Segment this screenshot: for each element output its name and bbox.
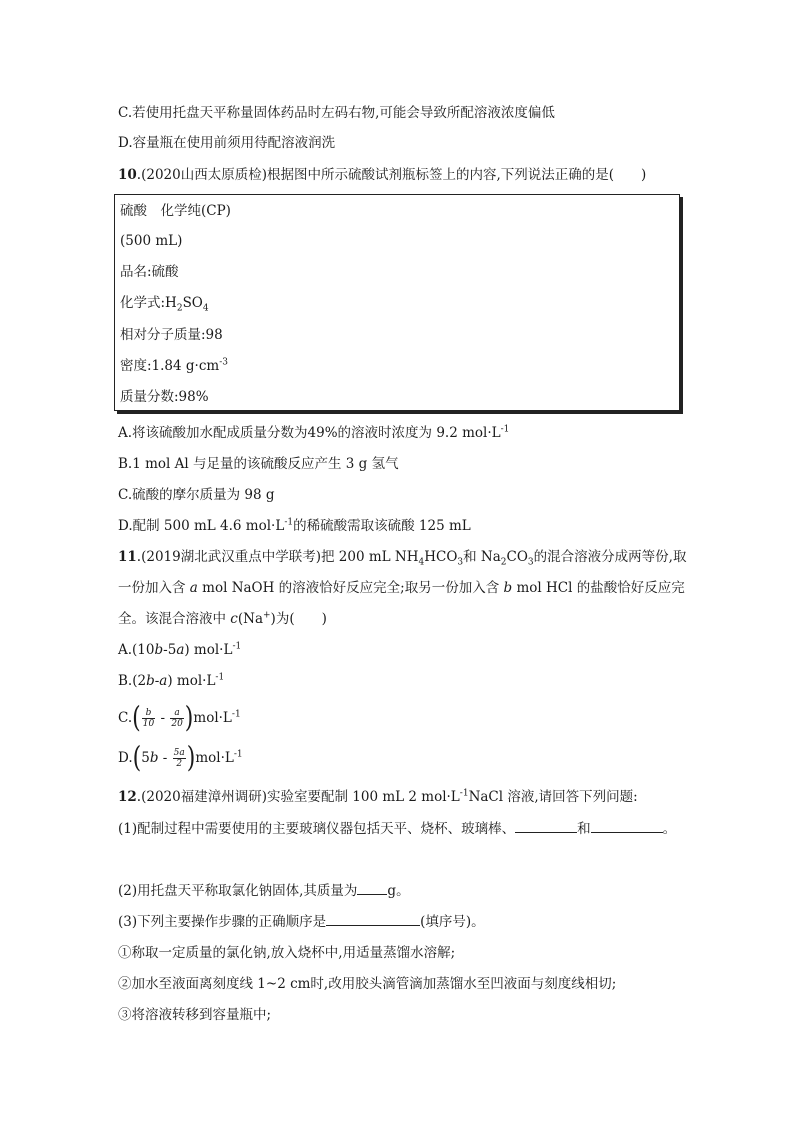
q11-oc-frac2-num: a [170,708,183,719]
q11-ob-c: - [154,673,160,689]
q11-od-unit: mol·L [195,750,234,766]
label-name: 品名:硫酸 [120,264,179,280]
label-density-pre: 密度:1.84 g·cm [120,358,220,374]
q12-part1 [118,820,676,838]
q12-p1-text: (1)配制过程中需要使用的主要玻璃仪器包括天平、烧杯、玻璃棒、 [118,821,516,837]
q11-l2a: 一份加入含 [118,580,190,596]
q11-oa-sup: -1 [232,641,242,652]
answer-blank-4[interactable] [326,913,420,926]
q12-part2 [118,882,410,900]
q11-var-b: b [503,580,513,596]
label-molar-mass: 相对分子质量:98 [120,327,223,343]
q10-option-a [118,424,509,442]
q11-ob-a: B.(2 [118,673,147,689]
q12-p2-text: (2)用托盘天平称取氯化钠固体,其质量为 [118,883,358,899]
q11-l1b: HCO [424,549,458,565]
q11-l2c: mol HCl 的盐酸恰好反应完 [512,580,685,596]
q11-option-c [118,701,241,735]
q11-l1d: CO [506,549,528,565]
q12-step-1: ①称取一定质量的氯化钠,放入烧杯中,用适量蒸馏水溶解; [118,945,456,961]
q11-oa-b: b [154,642,164,658]
q10-option-a-sup: -1 [500,424,510,435]
label-formula-sub2: 4 [202,303,209,314]
q11-l1a: .(2019湖北武汉重点中学联考)把 200 mL NH [136,549,419,565]
q11-number: 11 [118,549,137,565]
label-formula-pre: 化学式:H [120,295,177,311]
q11-oc-sup: -1 [231,709,241,720]
q11-oc-unit: mol·L [193,710,232,726]
q11-l3a: 全。该混合溶液中 [118,611,231,627]
q11-oc-minus: - [156,710,170,726]
q11-stem-line3 [118,610,327,628]
q11-oa-d: a [176,642,185,658]
q11-od-frac-num: 5a [173,748,185,758]
q9-option-d: D.容量瓶在使用前须用待配溶液润洗 [118,135,336,151]
q11-oa-e: ) mol·L [184,642,233,658]
q10-option-d [118,517,471,535]
q12-stem-sup: -1 [459,788,469,799]
q11-l1s3: 2 [500,557,507,568]
q11-option-d [118,741,243,775]
q11-option-b [118,672,224,690]
label-formula-sub1: 2 [176,303,183,314]
q11-od-rparen: ) [186,741,196,775]
q11-stem-line2 [118,579,685,597]
q11-l3c: )为( ) [270,611,327,627]
q12-part3 [118,913,485,931]
q11-l3b: (Na [237,611,263,627]
q12-p1-end: 。 [662,821,677,837]
q11-l1s4: 3 [527,557,534,568]
q11-l1e: 的混合溶液分成两等份,取 [533,549,687,565]
q12-p2-unit: g。 [387,883,410,899]
q11-oc-frac2-den: 20 [171,719,183,729]
q12-step-2: ②加水至液面离刻度线 1~2 cm时,改用胶头滴管滴加蒸馏水至凹液面与刻度线相切; [118,976,617,992]
answer-blank-3[interactable] [357,882,387,895]
q10-stem [118,166,646,184]
q11-ob-e: ) mol·L [167,673,216,689]
q10-stem-text: .(2020山西太原质检)根据图中所示硫酸试剂瓶标签上的内容,下列说法正确的是( ) [136,167,647,183]
q10-option-d-post: 的稀硫酸需取该硫酸 125 mL [293,518,471,534]
q11-oc-frac1-den: 10 [142,719,155,729]
label-formula-mid: SO [182,295,203,311]
q11-oc-frac2 [170,708,183,729]
q12-stem-b: NaCl 溶液,请回答下列问题: [468,789,638,805]
q11-od-frac-den: 2 [176,759,183,769]
q11-oc-rparen: ) [184,701,194,735]
q11-od-minus: - [158,750,172,766]
q11-var-c: c [230,611,238,627]
q11-ob-sup: -1 [215,672,225,683]
q12-number: 12 [118,789,137,805]
label-mass-fraction: 质量分数:98% [120,389,209,405]
label-formula [120,294,209,312]
q12-step-3: ③将溶液转移到容量瓶中; [118,1007,272,1023]
q11-oa-c: -5 [163,642,177,658]
q10-number: 10 [118,167,137,183]
answer-blank-2[interactable] [591,820,663,833]
q11-od-frac [173,748,186,769]
q9-option-c: C.若使用托盘天平称量固体药品时左码右物,可能会导致所配溶液浓度偏低 [118,105,555,121]
q10-option-b: B.1 mol Al 与足量的该硫酸反应产生 3 g 氢气 [118,456,399,472]
q10-option-d-sup: -1 [284,517,294,528]
q11-od-lparen: ( [132,741,142,775]
q11-oc-frac1 [142,708,155,729]
answer-blank-1[interactable] [515,820,577,833]
q10-option-a-text: A.将该硫酸加水配成质量分数为49%的溶液时浓度为 9.2 mol·L [118,425,501,441]
q11-od-sup: -1 [233,749,243,760]
q11-od-pre: D. [118,750,133,766]
q11-oc-frac1-num: b [142,708,155,719]
q11-var-a: a [189,580,198,596]
label-density-sup: -3 [219,357,228,368]
q11-l1s1: 4 [418,557,425,568]
q11-stem-line1 [118,548,686,566]
q12-p1-and: 和 [577,821,591,837]
q11-oc-pre: C. [118,710,133,726]
q11-od-b: b [149,750,159,766]
q12-stem-a: .(2020福建漳州调研)实验室要配制 100 mL 2 mol·L [136,789,460,805]
q11-option-a [118,641,241,659]
q11-ob-b: b [146,673,155,689]
label-density [120,357,228,375]
q12-stem [118,788,638,806]
q11-oc-lparen: ( [132,701,141,735]
q11-l1s2: 3 [457,557,464,568]
label-volume: (500 mL) [120,233,183,249]
sulfuric-acid-label [114,194,680,411]
q10-option-c: C.硫酸的摩尔质量为 98 g [118,487,275,503]
q12-p3-text: (3)下列主要操作步骤的正确顺序是 [118,914,327,930]
q11-ob-d: a [159,673,168,689]
q12-p3-hint: (填序号)。 [420,914,485,930]
q10-option-d-pre: D.配制 500 mL 4.6 mol·L [118,518,285,534]
q11-oa-a: A.(10 [118,642,155,658]
q11-od-5: 5 [141,750,150,766]
label-title: 硫酸 化学纯(CP) [120,203,231,219]
q11-l3sup: + [263,610,271,621]
q11-l1c: 和 Na [463,549,501,565]
q11-l2b: mol NaOH 的溶液恰好反应完全;取另一份加入含 [197,580,504,596]
